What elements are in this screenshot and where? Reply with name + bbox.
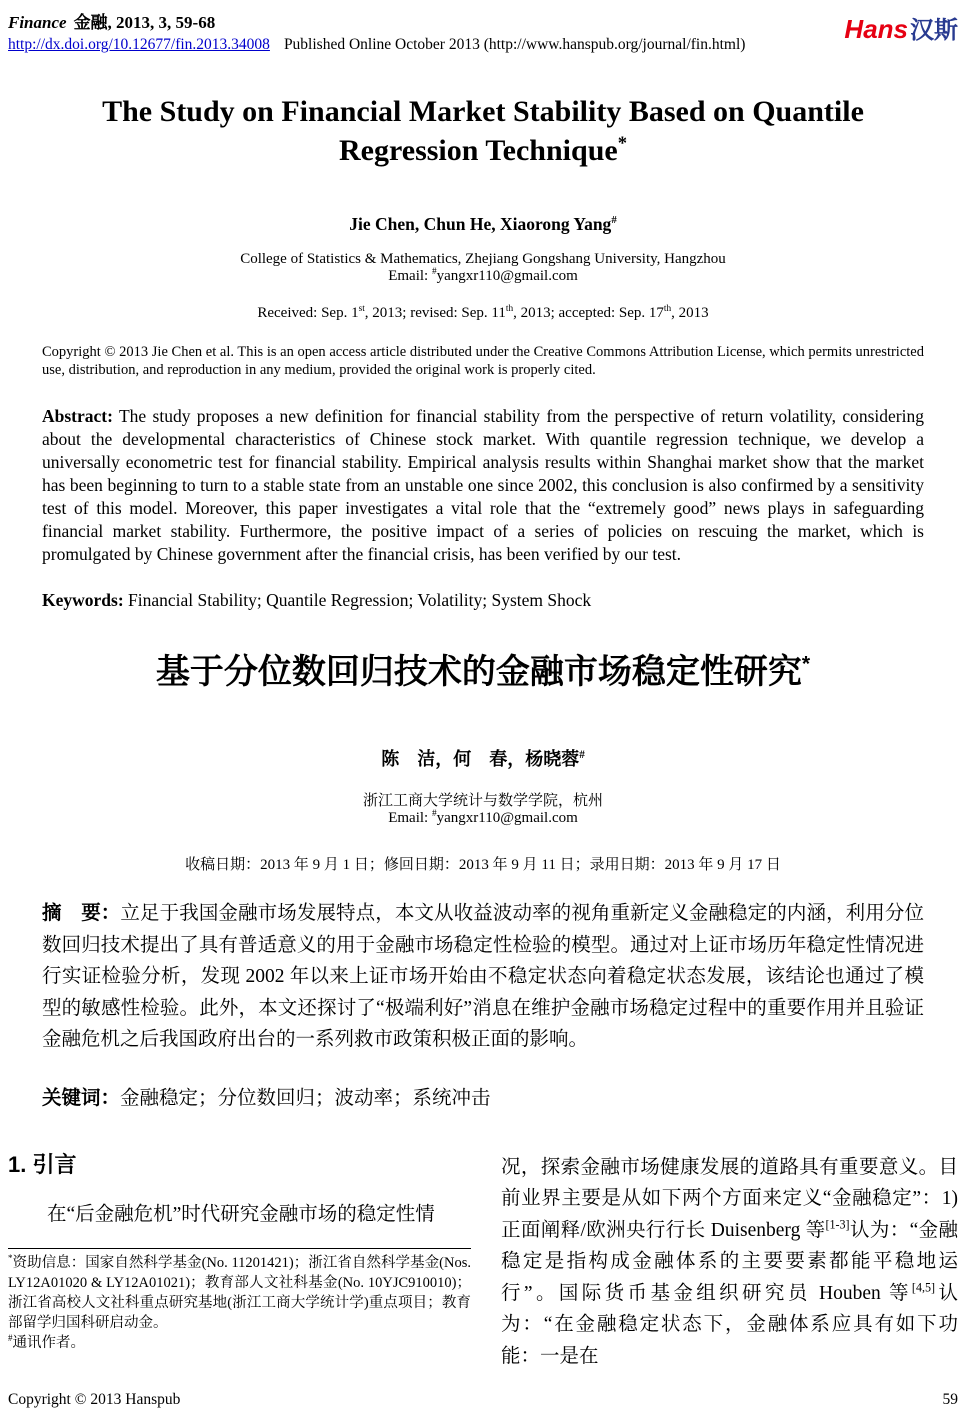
citation-marker: [1-3] [825,1217,850,1231]
email-sup-marker-cn: # [431,809,437,819]
citation-marker: [4,5] [911,1280,936,1294]
keywords-cn [42,1082,924,1110]
authors-en [8,214,958,235]
ordinal-sup: th [505,304,514,314]
ordinal-sup: th [663,304,672,314]
title-footnote-marker: * [617,133,627,154]
received-text: , 2013 [671,305,709,321]
footer-copyright: Copyright © 2013 Hanspub [8,1391,181,1408]
author-names-en: Jie Chen, Chun He, Xiaorong Yang [349,214,612,234]
author-names-cn: 陈 洁，何 春，杨晓蓉 [381,749,580,769]
article-title-en [93,92,873,170]
license-notice: Copyright © 2013 Jie Chen et al. This is an open access article distributed under the Creative Commons Attribution License, which permits unrestricted use, distribution, and reproduction in any medium, provided the original work is properly cited. [42,344,924,378]
email-address-cn: yangxr110@gmail.com [436,810,578,826]
email-label-en: Email: [388,268,432,284]
intro-text-segment: 况，探索金融市场健康发展的道路具有重要意义。目前业界主要是从如下两个方面来定义“金融稳定”：1) 正面阐释/欧洲央行行长 Duisenberg 等 [501,1156,958,1241]
keywords-text-cn: 金融稳定；分位数回归；波动率；系统冲击 [120,1087,491,1109]
footnote-hash-marker: # [8,1333,13,1344]
intro-paragraph-left: 在“后金融危机”时代研究金融市场的稳定性情 [47,1203,435,1225]
footnote-block [8,1248,471,1353]
affiliation-en: College of Statistics & Mathematics, Zhejiang Gongshang University, Hangzhou [240,251,726,267]
keywords-text-en: Financial Stability; Quantile Regression; Volatility; System Shock [123,590,592,610]
page-footer [8,1391,958,1409]
received-dates-cn: 收稿日期：2013 年 9 月 1 日；修回日期：2013 年 9 月 11 日；录用日期：2013 年 9 月 17 日 [185,857,781,873]
authors-cn [8,745,958,771]
page-number: 59 [942,1391,958,1408]
affiliation-cn: 浙江工商大学统计与数学学院，杭州 [362,793,603,809]
received-text: , 2013; accepted: Sep. 17 [513,305,664,321]
intro-paragraph-right [501,1152,958,1373]
article-title-cn [8,651,958,693]
hans-publisher-logo [844,8,958,45]
funding-footnote [8,1253,471,1333]
keywords-en [42,590,924,611]
intro-text-segment: 认为：“金融稳定是指构成金融体系的主要要素都能平稳地运行”。国际货币基金组织研究员 Houben 等 [501,1219,958,1304]
funding-footnote-text: 资助信息：国家自然科学基金(No. 11201421)；浙江省自然科学基金(Nos. LY12A01020 & LY12A01021)；教育部人文社科基金(No. 10YJC910010)；浙江省高校人文社科重点研究基地(浙江工商大学统计学)重点项目；教育部留学归国科研启动金。 [8,1255,471,1331]
email-label-cn: Email: [388,810,432,826]
journal-name: Finance [8,13,67,32]
journal-citation [8,8,745,33]
email-sup-marker-en: # [431,267,437,277]
doi-link[interactable]: http://dx.doi.org/10.12677/fin.2013.34008 [8,36,270,53]
hans-logo-latin: Hans [844,14,908,44]
ordinal-sup: st [358,304,365,314]
received-dates-en [8,305,958,322]
abstract-label-en: Abstract: [42,406,113,426]
hans-logo-chinese: 汉斯 [910,17,958,44]
body-column-right [501,1148,958,1373]
abstract-label-cn: 摘 要： [42,902,121,924]
title-footnote-marker-cn: * [801,652,811,676]
received-text: , 2013; revised: Sep. 11 [364,305,506,321]
body-column-left [8,1148,471,1373]
corresponding-author-marker-cn: # [579,749,585,761]
abstract-text-en: The study proposes a new definition for financial stability from the perspective of return volatility, considering about the developmental characteristics of Chinese stock market. With quantile regression technique, we develop a universally econometric test for financial stability. Empirical analysis results within Shanghai market show that the market has been beginning to turn to a stable state from an unstable one since 2002, this conclusion is also confirmed by a sensitivity test of this model. Moreover, this paper investigates a vital role that the “extremely good” news plays in safeguarding financial market stability. Furthermore, the positive impact of a series of policies on rescuing the market, which is promulgated by Chinese government after the financial crisis, has been verified by our test. [42,406,924,564]
keywords-label-cn: 关键词： [42,1086,121,1109]
email-line-cn [8,810,958,827]
journal-issue-info: 金融, 2013, 3, 59-68 [73,13,216,32]
two-column-body [8,1148,958,1373]
journal-header-left [8,8,745,54]
journal-doi-line [8,36,745,54]
article-title-cn-text: 基于分位数回归技术的金融市场稳定性研究 [155,653,802,691]
journal-header [8,8,958,54]
article-title-en-text: The Study on Financial Market Stability Based on Quantile Regression Technique [102,95,864,167]
footnote-asterisk-marker: * [8,1253,13,1264]
corresponding-author-marker: # [611,214,617,227]
received-text: Received: Sep. 1 [257,305,359,321]
corresponding-author-footnote [8,1333,471,1353]
email-address-en: yangxr110@gmail.com [436,268,578,284]
abstract-cn [42,898,924,1056]
keywords-label-en: Keywords: [42,590,124,610]
abstract-text-cn: 立足于我国金融市场发展特点，本文从收益波动率的视角重新定义金融稳定的内涵，利用分位数回归技术提出了具有普适意义的用于金融市场稳定性检验的模型。通过对上证市场历年稳定性情况进行实证检验分析，发现 2002 年以来上证市场开始由不稳定状态向着稳定状态发展，该结论也通过了模型的敏感性检验。此外，本文还探讨了“极端利好”消息在维护金融市场稳定过程中的重要作用并且验证金融危机之后我国政府出台的一系列救市政策积极正面的影响。 [42,903,924,1050]
intro-text-segment: 认为：“在金融稳定状态下，金融体系应具有如下功能：一是在 [501,1282,958,1367]
abstract-en [42,405,924,566]
corresponding-author-footnote-text: 通讯作者。 [12,1335,85,1351]
section-heading-introduction: 1. 引言 [8,1151,77,1177]
email-line-en [8,268,958,285]
published-online-text: Published Online October 2013 (http://www.hanspub.org/journal/fin.html) [283,36,746,53]
